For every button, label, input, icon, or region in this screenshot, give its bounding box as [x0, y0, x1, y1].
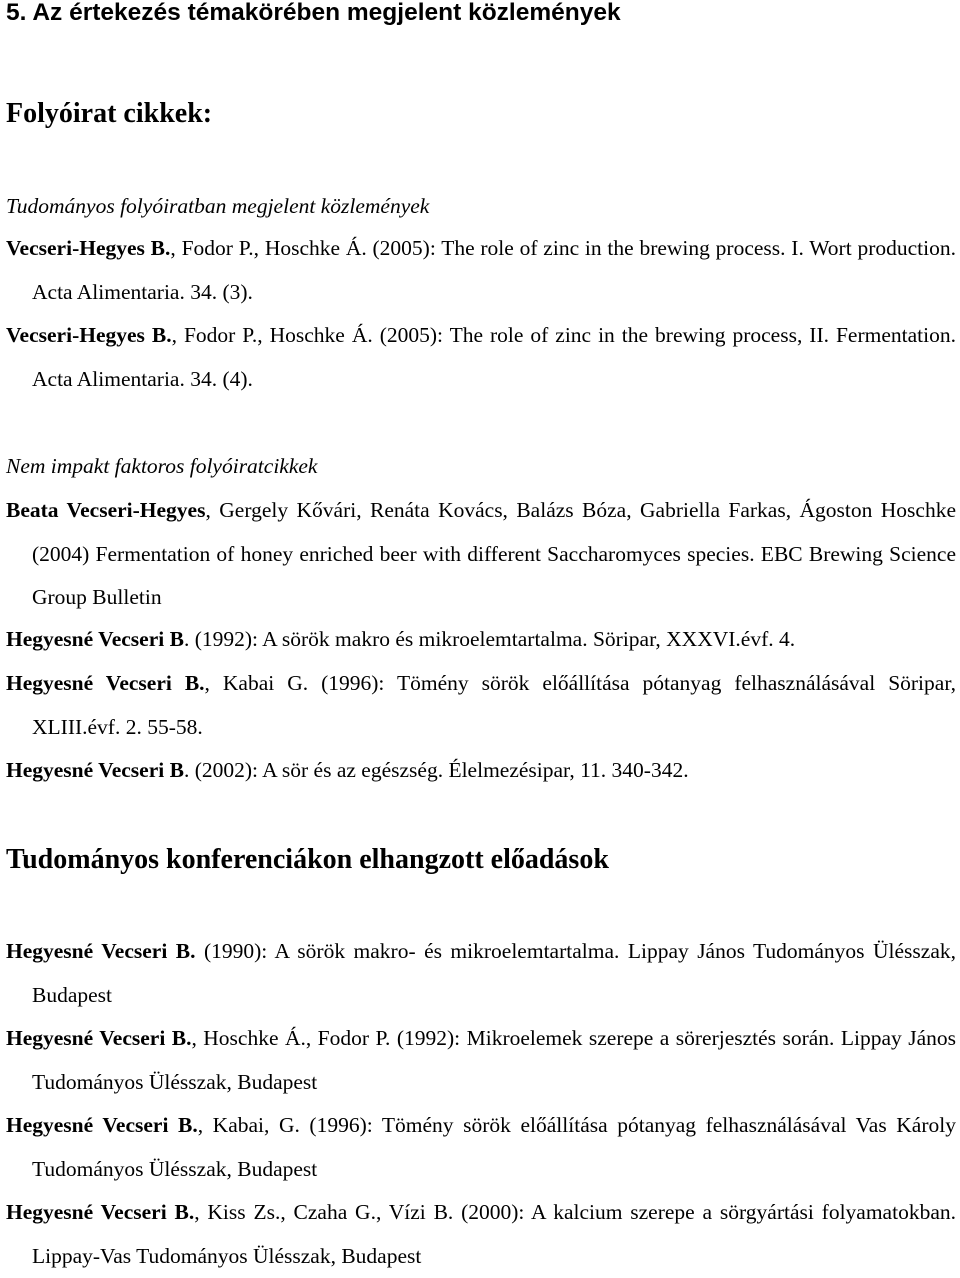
section-heading-conference-talks: Tudományos konferenciákon elhangzott előadások — [6, 844, 609, 875]
reference-details: (1990): A sörök makro- és mikroelemtartalma. Lippay János Tudományos Ülésszak, Budapest — [32, 939, 956, 1007]
reference-authors: Hegyesné Vecseri B — [6, 627, 184, 651]
reference-item — [6, 618, 956, 662]
reference-details: , Fodor P., Hoschke Á. (2005): The role of zinc in the brewing process. I. Wort production. Acta Alimentaria. 34. (3). — [32, 236, 956, 304]
reference-authors: Hegyesné Vecseri B. — [6, 939, 196, 963]
subsection-heading-non-impact-journals: Nem impakt faktoros folyóiratcikkek — [6, 454, 318, 478]
reference-authors: Hegyesné Vecseri B — [6, 758, 184, 782]
reference-item — [6, 1104, 956, 1191]
reference-details: . (2002): A sör és az egészség. Élelmezésipar, 11. 340-342. — [183, 758, 689, 782]
reference-details: , Hoschke Á., Fodor P. (1992): Mikroelemek szerepe a sörerjesztés során. Lippay János Tudományos Ülésszak, Budapest — [32, 1026, 956, 1094]
reference-authors: Vecseri-Hegyes B. — [6, 323, 172, 347]
section-heading-journal-articles: Folyóirat cikkek: — [6, 98, 213, 129]
reference-authors: Hegyesné Vecseri B. — [6, 671, 205, 695]
chapter-title: 5. Az értekezés témakörében megjelent közlemények — [6, 0, 621, 26]
subsection-heading-impact-journals: Tudományos folyóiratban megjelent közlemények — [6, 194, 430, 218]
reference-item — [6, 314, 956, 401]
reference-details: , Gergely Kővári, Renáta Kovács, Balázs Bóza, Gabriella Farkas, Ágoston Hoschke (2004) Fermentation of honey enriched beer with different Saccharomyces species. EBC Brewing Science Group Bulletin — [32, 498, 956, 609]
reference-authors: Hegyesné Vecseri B. — [6, 1113, 198, 1137]
reference-details: , Kabai G. (1996): Tömény sörök előállítása pótanyag felhasználásával Söripar, XLIII.évf. 2. 55-58. — [32, 671, 956, 739]
reference-item — [6, 227, 956, 314]
reference-details: , Kabai, G. (1996): Tömény sörök előállítása pótanyag felhasználásával Vas Károly Tudományos Ülésszak, Budapest — [32, 1113, 956, 1181]
reference-details: . (1992): A sörök makro és mikroelemtartalma. Söripar, XXXVI.évf. 4. — [183, 627, 796, 651]
reference-item — [6, 930, 956, 1017]
reference-item — [6, 662, 956, 749]
reference-item — [6, 489, 956, 620]
reference-item — [6, 1017, 956, 1104]
reference-details: , Fodor P., Hoschke Á. (2005): The role of zinc in the brewing process, II. Fermentation. Acta Alimentaria. 34. (4). — [32, 323, 956, 391]
reference-authors: Hegyesné Vecseri B. — [6, 1200, 195, 1224]
reference-details: , Kiss Zs., Czaha G., Vízi B. (2000): A kalcium szerepe a sörgyártási folyamatokban. Lippay-Vas Tudományos Ülésszak, Budapest — [32, 1200, 956, 1268]
reference-authors: Hegyesné Vecseri B. — [6, 1026, 192, 1050]
reference-authors: Vecseri-Hegyes B. — [6, 236, 171, 260]
reference-item — [6, 749, 956, 793]
reference-item — [6, 1191, 956, 1278]
reference-authors: Beata Vecseri-Hegyes — [6, 498, 206, 522]
